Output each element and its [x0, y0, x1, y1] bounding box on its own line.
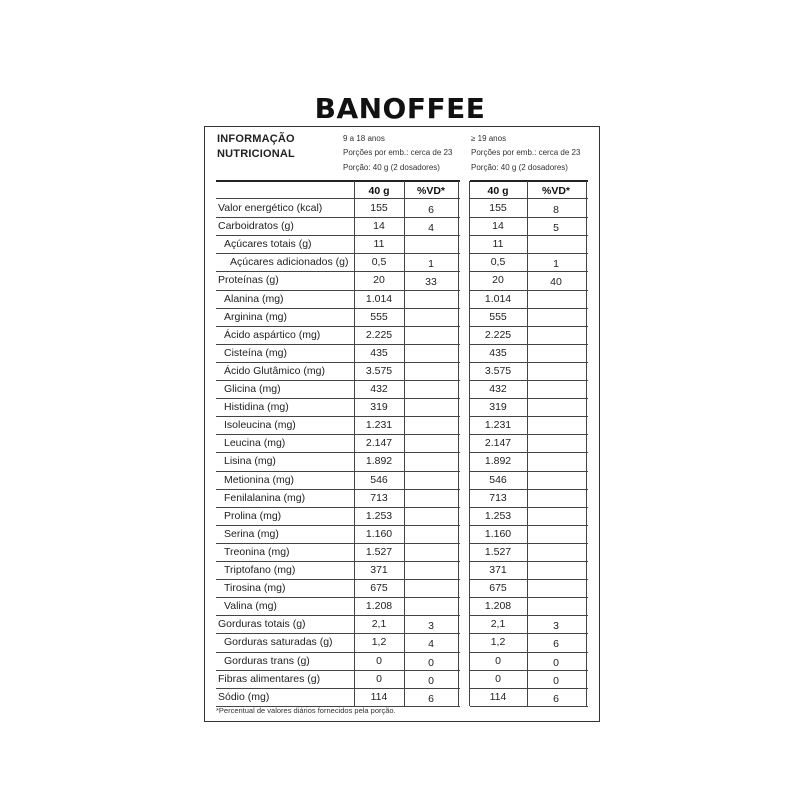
col-amount-2: 40 g — [487, 185, 509, 197]
info-label-line2: NUTRICIONAL — [217, 148, 295, 160]
vd-value-group2: 6 — [553, 692, 559, 705]
amount-value-group1: 1.892 — [365, 455, 393, 468]
row-divider — [470, 326, 588, 327]
nutrient-label: Sódio (mg) — [218, 690, 270, 703]
nutrient-label: Ácido aspártico (mg) — [224, 328, 321, 341]
nutrient-label: Tirosina (mg) — [224, 582, 286, 595]
amount-value-group2: 546 — [489, 473, 507, 486]
row-divider — [216, 434, 460, 435]
row-divider — [470, 452, 588, 453]
row-divider — [470, 308, 588, 309]
amount-value-group2: 1.208 — [484, 600, 512, 613]
amount-value-group2: 114 — [489, 690, 507, 703]
nutrient-label: Cisteína (mg) — [224, 346, 288, 359]
product-title: BANOFFEE — [314, 92, 486, 125]
row-divider — [470, 561, 588, 562]
vd-value-group2: 3 — [553, 620, 559, 633]
nutrient-label: Açúcares totais (g) — [224, 238, 312, 251]
vd-value-group1: 4 — [428, 222, 434, 235]
nutrient-label: Isoleucina (mg) — [224, 419, 296, 432]
row-divider — [216, 253, 460, 254]
row-divider — [216, 217, 460, 218]
row-divider — [216, 489, 460, 490]
nutrient-label: Serina (mg) — [224, 527, 279, 540]
nutrient-label: Glicina (mg) — [224, 383, 281, 395]
nutrient-label: Fenilalanina (mg) — [224, 491, 306, 504]
amount-value-group2: 155 — [489, 202, 507, 214]
nutrient-label: Ácido Glutâmico (mg) — [224, 364, 325, 377]
amount-value-group2: 432 — [489, 383, 507, 395]
vd-value-group2: 1 — [553, 258, 559, 271]
amount-value-group1: 20 — [373, 274, 385, 287]
amount-value-group1: 1.527 — [365, 545, 393, 558]
amount-value-group2: 0 — [495, 654, 501, 667]
row-divider — [470, 543, 588, 544]
row-divider — [470, 380, 588, 381]
group2-portion: Porção: 40 g (2 dosadores) — [471, 163, 568, 172]
vd-value-group1: 0 — [428, 656, 434, 669]
row-divider — [216, 380, 460, 381]
vd-value-group2: 6 — [553, 638, 559, 651]
nutrient-label: Proteínas (g) — [218, 274, 279, 287]
amount-value-group2: 1.160 — [484, 527, 512, 540]
vd-value-group1: 3 — [428, 620, 434, 633]
amount-value-group1: 1.208 — [365, 600, 393, 613]
vd-value-group1: 0 — [428, 674, 434, 687]
amount-value-group2: 1.527 — [484, 545, 512, 558]
vd-value-group1: 1 — [428, 258, 434, 271]
amount-value-group2: 319 — [489, 401, 507, 414]
amount-value-group1: 546 — [370, 473, 388, 486]
amount-value-group1: 435 — [370, 346, 388, 359]
amount-value-group1: 555 — [370, 310, 388, 323]
amount-value-group2: 713 — [489, 491, 507, 504]
amount-value-group2: 1.253 — [484, 509, 512, 522]
amount-value-group1: 2,1 — [371, 618, 387, 631]
row-divider — [216, 633, 460, 634]
row-divider — [470, 398, 588, 399]
nutrient-label: Histidina (mg) — [224, 401, 289, 414]
info-label-line1: INFORMAÇÃO — [217, 133, 295, 145]
nutrient-label: Prolina (mg) — [224, 509, 282, 522]
amount-value-group1: 155 — [370, 202, 388, 214]
col-vd-1: %VD* — [416, 185, 445, 197]
header-divider-left — [216, 180, 460, 182]
amount-value-group1: 1.253 — [365, 509, 393, 522]
row-divider — [470, 507, 588, 508]
nutrient-label: Arginina (mg) — [224, 310, 288, 323]
nutrient-label: Alanina (mg) — [224, 292, 284, 305]
nutrient-label: Açúcares adicionados (g) — [230, 256, 349, 269]
header-divider-right — [470, 180, 588, 182]
grid-hline — [216, 198, 460, 199]
amount-value-group2: 1,2 — [490, 636, 506, 649]
nutrient-label: Fibras alimentares (g) — [218, 672, 321, 685]
group1-age: 9 a 18 anos — [343, 134, 385, 143]
row-divider — [216, 235, 460, 236]
amount-value-group1: 14 — [373, 220, 385, 233]
row-divider — [470, 235, 588, 236]
amount-value-group1: 11 — [373, 238, 385, 251]
row-divider — [216, 290, 460, 291]
amount-value-group1: 1.160 — [365, 527, 393, 540]
row-divider — [216, 597, 460, 598]
vd-value-group2: 5 — [553, 222, 559, 235]
row-divider — [470, 217, 588, 218]
vd-value-group1: 4 — [428, 638, 434, 651]
amount-value-group2: 20 — [492, 274, 504, 287]
grid-hline — [470, 198, 588, 199]
row-divider — [470, 633, 588, 634]
amount-value-group1: 2.225 — [365, 328, 393, 341]
nutrient-label: Gorduras saturadas (g) — [224, 636, 333, 649]
row-divider — [216, 308, 460, 309]
row-divider — [216, 561, 460, 562]
row-divider — [216, 344, 460, 345]
nutrient-label: Gorduras totais (g) — [218, 618, 306, 631]
amount-value-group2: 371 — [489, 564, 507, 576]
amount-value-group1: 3.575 — [365, 364, 393, 377]
vd-value-group2: 40 — [550, 276, 562, 289]
row-divider — [470, 670, 588, 671]
nutrient-label: Treonina (mg) — [224, 545, 290, 558]
amount-value-group1: 0 — [376, 672, 382, 685]
row-divider — [470, 579, 588, 580]
nutrient-label: Lisina (mg) — [224, 455, 276, 468]
col-amount-1: 40 g — [368, 185, 390, 197]
row-divider — [216, 362, 460, 363]
amount-value-group2: 2,1 — [490, 618, 506, 631]
row-divider — [216, 452, 460, 453]
amount-value-group2: 11 — [492, 238, 504, 251]
row-divider — [216, 579, 460, 580]
row-divider — [470, 434, 588, 435]
group1-portion: Porção: 40 g (2 dosadores) — [343, 163, 440, 172]
amount-value-group1: 432 — [370, 383, 388, 395]
amount-value-group2: 2.225 — [484, 328, 512, 341]
nutrient-label: Metionina (mg) — [224, 473, 295, 486]
row-divider — [216, 471, 460, 472]
row-divider — [216, 670, 460, 671]
grid-vline — [458, 181, 459, 706]
row-divider — [470, 688, 588, 689]
amount-value-group1: 1,2 — [371, 636, 387, 649]
amount-value-group2: 14 — [492, 220, 504, 233]
row-divider — [470, 525, 588, 526]
amount-value-group2: 555 — [489, 310, 507, 323]
vd-value-group2: 0 — [553, 656, 559, 669]
nutrient-label: Valor energético (kcal) — [218, 202, 323, 214]
row-divider — [470, 416, 588, 417]
row-divider — [216, 615, 460, 616]
amount-value-group1: 319 — [370, 401, 388, 414]
row-divider — [216, 326, 460, 327]
amount-value-group1: 1.014 — [365, 292, 393, 305]
nutrient-label: Carboidratos (g) — [218, 220, 294, 233]
row-divider — [216, 688, 460, 689]
nutrient-label: Triptofano (mg) — [224, 564, 296, 576]
vd-value-group2: 0 — [553, 674, 559, 687]
amount-value-group1: 0 — [376, 654, 382, 667]
nutrient-label: Valina (mg) — [224, 600, 277, 613]
row-divider — [216, 271, 460, 272]
row-divider — [470, 597, 588, 598]
vd-value-group1: 6 — [428, 692, 434, 705]
amount-value-group1: 2.147 — [365, 437, 393, 450]
amount-value-group2: 675 — [489, 582, 507, 595]
amount-value-group2: 1.231 — [484, 419, 512, 432]
amount-value-group1: 713 — [370, 491, 388, 504]
footnote: *Percentual de valores diários fornecidos pela porção. — [216, 706, 396, 715]
amount-value-group2: 1.892 — [484, 455, 512, 468]
nutrient-label: Gorduras trans (g) — [224, 654, 310, 667]
amount-value-group1: 371 — [370, 564, 388, 576]
row-divider — [216, 525, 460, 526]
row-divider — [470, 706, 588, 707]
amount-value-group1: 1.231 — [365, 419, 393, 432]
amount-value-group1: 675 — [370, 582, 388, 595]
amount-value-group2: 2.147 — [484, 437, 512, 450]
row-divider — [470, 489, 588, 490]
row-divider — [470, 615, 588, 616]
amount-value-group2: 0,5 — [490, 256, 506, 269]
amount-value-group1: 0,5 — [371, 256, 387, 269]
row-divider — [470, 344, 588, 345]
row-divider — [470, 290, 588, 291]
row-divider — [470, 362, 588, 363]
nutrient-label: Leucina (mg) — [224, 437, 286, 450]
amount-value-group2: 435 — [489, 346, 507, 359]
row-divider — [216, 416, 460, 417]
amount-value-group1: 114 — [370, 690, 388, 703]
vd-value-group1: 33 — [425, 276, 437, 289]
vd-value-group2: 8 — [553, 204, 559, 216]
vd-value-group1: 6 — [428, 204, 434, 216]
row-divider — [216, 398, 460, 399]
group2-age: ≥ 19 anos — [471, 134, 507, 143]
row-divider — [216, 507, 460, 508]
row-divider — [216, 543, 460, 544]
grid-vline — [586, 181, 587, 706]
row-divider — [470, 471, 588, 472]
row-divider — [470, 253, 588, 254]
col-vd-2: %VD* — [541, 185, 570, 197]
group1-servings: Porções por emb.: cerca de 23 — [343, 148, 453, 157]
row-divider — [470, 652, 588, 653]
row-divider — [470, 271, 588, 272]
amount-value-group2: 3.575 — [484, 364, 512, 377]
row-divider — [216, 652, 460, 653]
amount-value-group2: 1.014 — [484, 292, 512, 305]
amount-value-group2: 0 — [495, 672, 501, 685]
group2-servings: Porções por emb.: cerca de 23 — [471, 148, 581, 157]
